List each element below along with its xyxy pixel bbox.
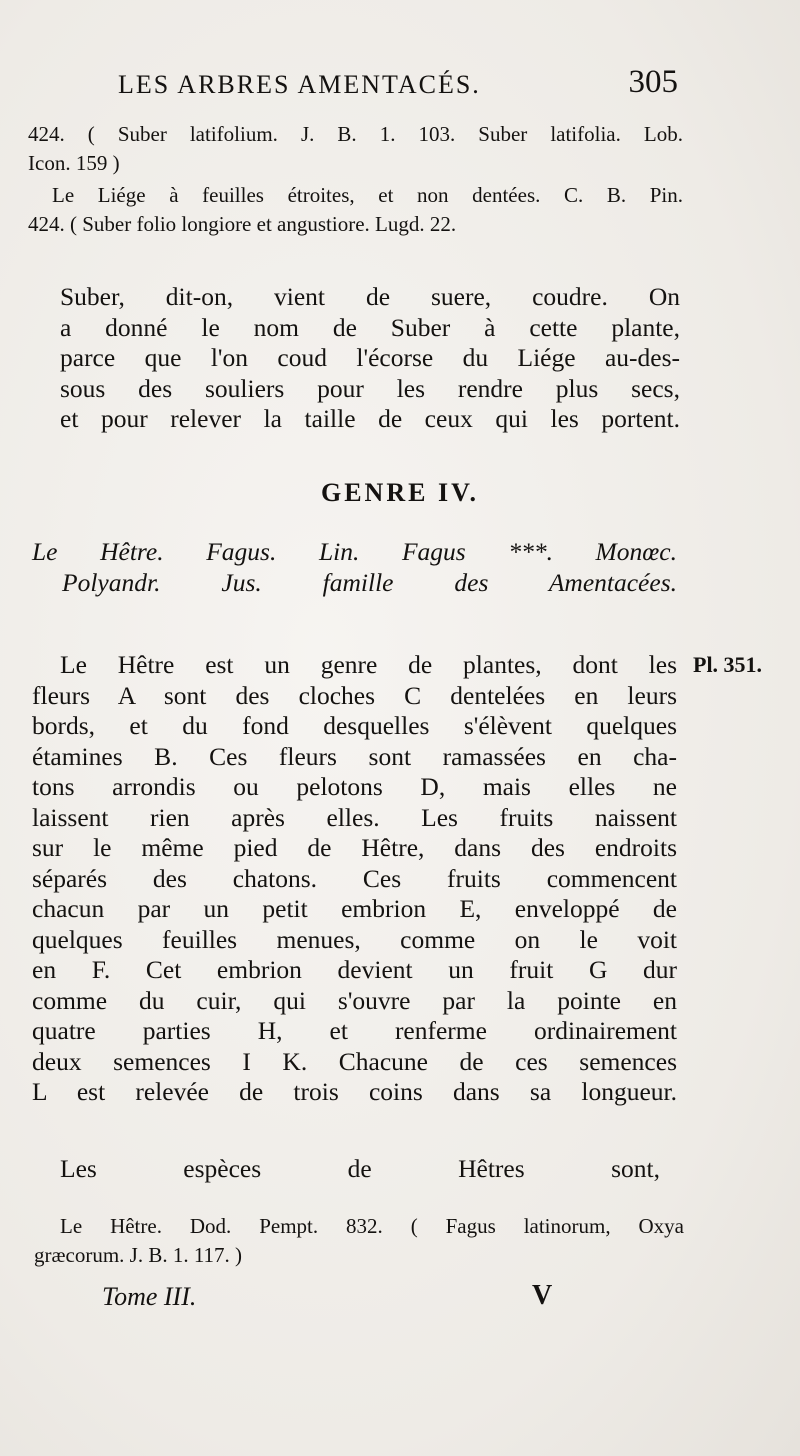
species-reference [34,1212,684,1270]
text-line: tons arrondis ou pelotons D, mais elles ne [32,772,677,801]
page-number: 305 [628,64,678,100]
text-line: L est relevée de trois coins dans sa longueur. [32,1077,677,1106]
text-line: étamines B. Ces fleurs sont ramassées en cha- [32,741,677,771]
text-line: chacun par un petit embrion E, enveloppé de [32,894,677,923]
text-line: comme du cuir, qui s'ouvre par la pointe en [32,985,677,1015]
synonym-line: 424. ( Suber folio longiore et angustiore. Lugd. 22. [28,212,457,236]
text-line: sur le même pied de Hêtre, dans des endroits [32,833,677,862]
text-line: deux semences I K. Chacune de ces semences [32,1046,677,1076]
text-line: en F. Cet embrion devient un fruit G dur [32,955,677,984]
genre-heading: GENRE IV. [320,478,479,507]
genus-title-line: Polyandr. Jus. famille des Amentacées. [62,567,677,597]
text-line: Les espèces de Hêtres sont, [60,1154,660,1183]
text-line: Le Hêtre est un genre de plantes, dont les [60,650,677,679]
genus-title-line: Le Hêtre. Fagus. Lin. Fagus ***. Monœc. [32,537,677,566]
text-line: sous des souliers pour les rendre plus secs, [60,373,680,403]
text-line: quelques feuilles menues, comme on le voit [32,924,677,954]
text-line: parce que l'on coud l'écorse du Liége au-des- [60,343,680,372]
species-intro [60,1154,660,1185]
volume-label: Tome III. [102,1282,197,1311]
synonym-line: 424. ( Suber latifolium. J. B. 1. 103. Suber latifolia. Lob. [28,122,683,146]
text-line: séparés des chatons. Ces fruits commencent [32,863,677,893]
signature-mark: V [532,1280,553,1311]
text-line: fleurs A sont des cloches C dentelées en leurs [32,680,677,710]
species-ref-line: Le Hêtre. Dod. Pempt. 832. ( Fagus latinorum, Oxya [60,1214,684,1238]
synonym-line: Icon. 159 ) [28,151,120,175]
text-line: a donné le nom de Suber à cette plante, [60,312,680,342]
text-line: et pour relever la taille de ceux qui les portent. [60,404,680,433]
text-line: quatre parties H, et renferme ordinairement [32,1016,677,1045]
synonym-line: Le Liége à feuilles étroites, et non dentées. C. B. Pin. [52,183,683,207]
text-line: laissent rien après elles. Les fruits naissent [32,802,677,832]
description-paragraph [32,650,677,1108]
species-ref-line: græcorum. J. B. 1. 117. ) [34,1243,243,1267]
etymology-paragraph [60,282,680,435]
text-line: bords, et du fond desquelles s'élèvent quelques [32,711,677,740]
running-header [118,64,678,110]
synonym-block [28,120,683,239]
text-line: Suber, dit-on, vient de suere, coudre. On [60,282,680,311]
genus-title [32,537,677,598]
running-title: LES ARBRES AMENTACÉS. [118,70,481,99]
plate-reference: Pl. 351. [693,652,763,677]
